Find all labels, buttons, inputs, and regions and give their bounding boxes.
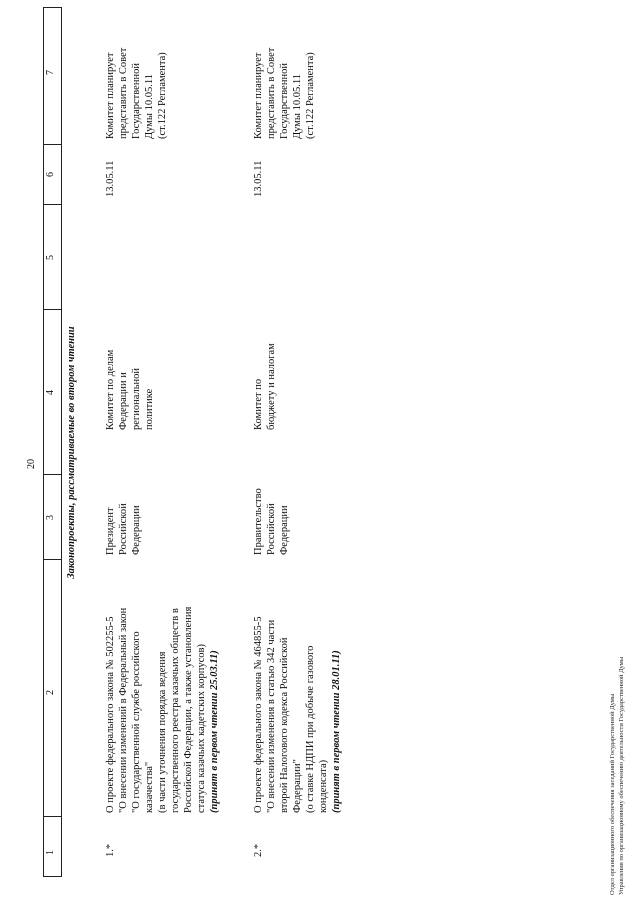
row-1-committee: Федерации и	[118, 372, 129, 430]
column-divider	[43, 816, 62, 817]
row-1-body-line: "О государственной службе российского	[131, 631, 142, 813]
row-1-committee: региональной	[131, 368, 142, 430]
column-divider	[43, 309, 62, 310]
row-2-author: Российской	[266, 503, 277, 555]
column-header-5: 5	[45, 255, 56, 260]
column-divider	[43, 474, 62, 475]
page-number: 20	[26, 459, 37, 469]
row-1-plan: Думы 10.05.11	[144, 74, 155, 139]
footer-line-2: Управления по организационному обеспечению деятельности Государственной Думы	[618, 656, 625, 895]
row-2-committee: Комитет по	[253, 378, 264, 430]
row-1-body-line: Российской Федерации, а также установления	[183, 606, 194, 813]
row-1-title: О проекте федерального закона № 502255-5	[105, 616, 116, 813]
row-2-body-line: конденсата)	[318, 759, 329, 813]
column-header-6: 6	[45, 172, 56, 177]
row-1-body-line: (в части уточнения порядка ведения	[157, 651, 168, 813]
row-1-plan: (ст.122 Регламента)	[157, 52, 168, 139]
table-header-frame	[43, 7, 62, 877]
row-1-author: Президент	[105, 507, 116, 555]
row-2-plan: Государственной	[279, 63, 290, 139]
row-1-plan: Государственной	[131, 63, 142, 139]
row-2-title: О проекте федерального закона № 464855-5	[253, 616, 264, 813]
row-1-committee: политике	[144, 388, 155, 430]
row-2-note: (принят в первом чтении 28.01.11)	[331, 650, 342, 813]
row-1-body-line: казачества"	[144, 761, 155, 813]
row-2-committee: бюджету и налогам	[266, 343, 277, 430]
column-header-7: 7	[45, 70, 56, 75]
row-1-number: 1.*	[105, 843, 116, 857]
row-1-body-line: "О внесении изменений в Федеральный закон	[118, 607, 129, 813]
row-1-author: Российской	[118, 503, 129, 555]
row-2-date: 13.05.11	[253, 160, 264, 197]
section-title: Законопроекты, рассматриваемые во втором чтении	[66, 326, 77, 579]
footer-line-1: Отдел организационного обеспечения заседаний Государственной Думы	[609, 693, 616, 895]
row-2-plan: (ст.122 Регламента)	[305, 52, 316, 139]
column-divider	[43, 559, 62, 560]
row-1-body-line: статуса казачьих кадетских корпусов)	[196, 644, 207, 813]
row-2-body-line: (о ставке НДПИ при добыче газового	[305, 645, 316, 813]
row-2-plan: представить в Совет	[266, 47, 277, 139]
row-1-plan: представить в Совет	[118, 47, 129, 139]
column-header-4: 4	[45, 390, 56, 395]
row-2-body-line: "О внесении изменения в статью 342 части	[266, 619, 277, 813]
row-1-author: Федерации	[131, 505, 142, 555]
row-2-author: Правительство	[253, 488, 264, 555]
column-divider	[43, 204, 62, 205]
row-2-body-line: Федерации"	[292, 759, 303, 813]
row-1-date: 13.05.11	[105, 160, 116, 197]
row-2-author: Федерации	[279, 505, 290, 555]
row-1-committee: Комитет по делам	[105, 349, 116, 430]
row-1-note: (принят в первом чтении 25.03.11)	[209, 650, 220, 813]
row-1-body-line: государственного реестра казачьих обществ в	[170, 608, 181, 813]
row-2-number: 2.*	[253, 843, 264, 857]
column-header-3: 3	[45, 515, 56, 520]
row-2-plan: Думы 10.05.11	[292, 74, 303, 139]
row-1-plan: Комитет планирует	[105, 52, 116, 139]
column-header-2: 2	[45, 690, 56, 695]
column-header-1: 1	[45, 850, 56, 855]
column-divider	[43, 144, 62, 145]
row-2-plan: Комитет планирует	[253, 52, 264, 139]
row-2-body-line: второй Налогового кодекса Российской	[279, 637, 290, 813]
